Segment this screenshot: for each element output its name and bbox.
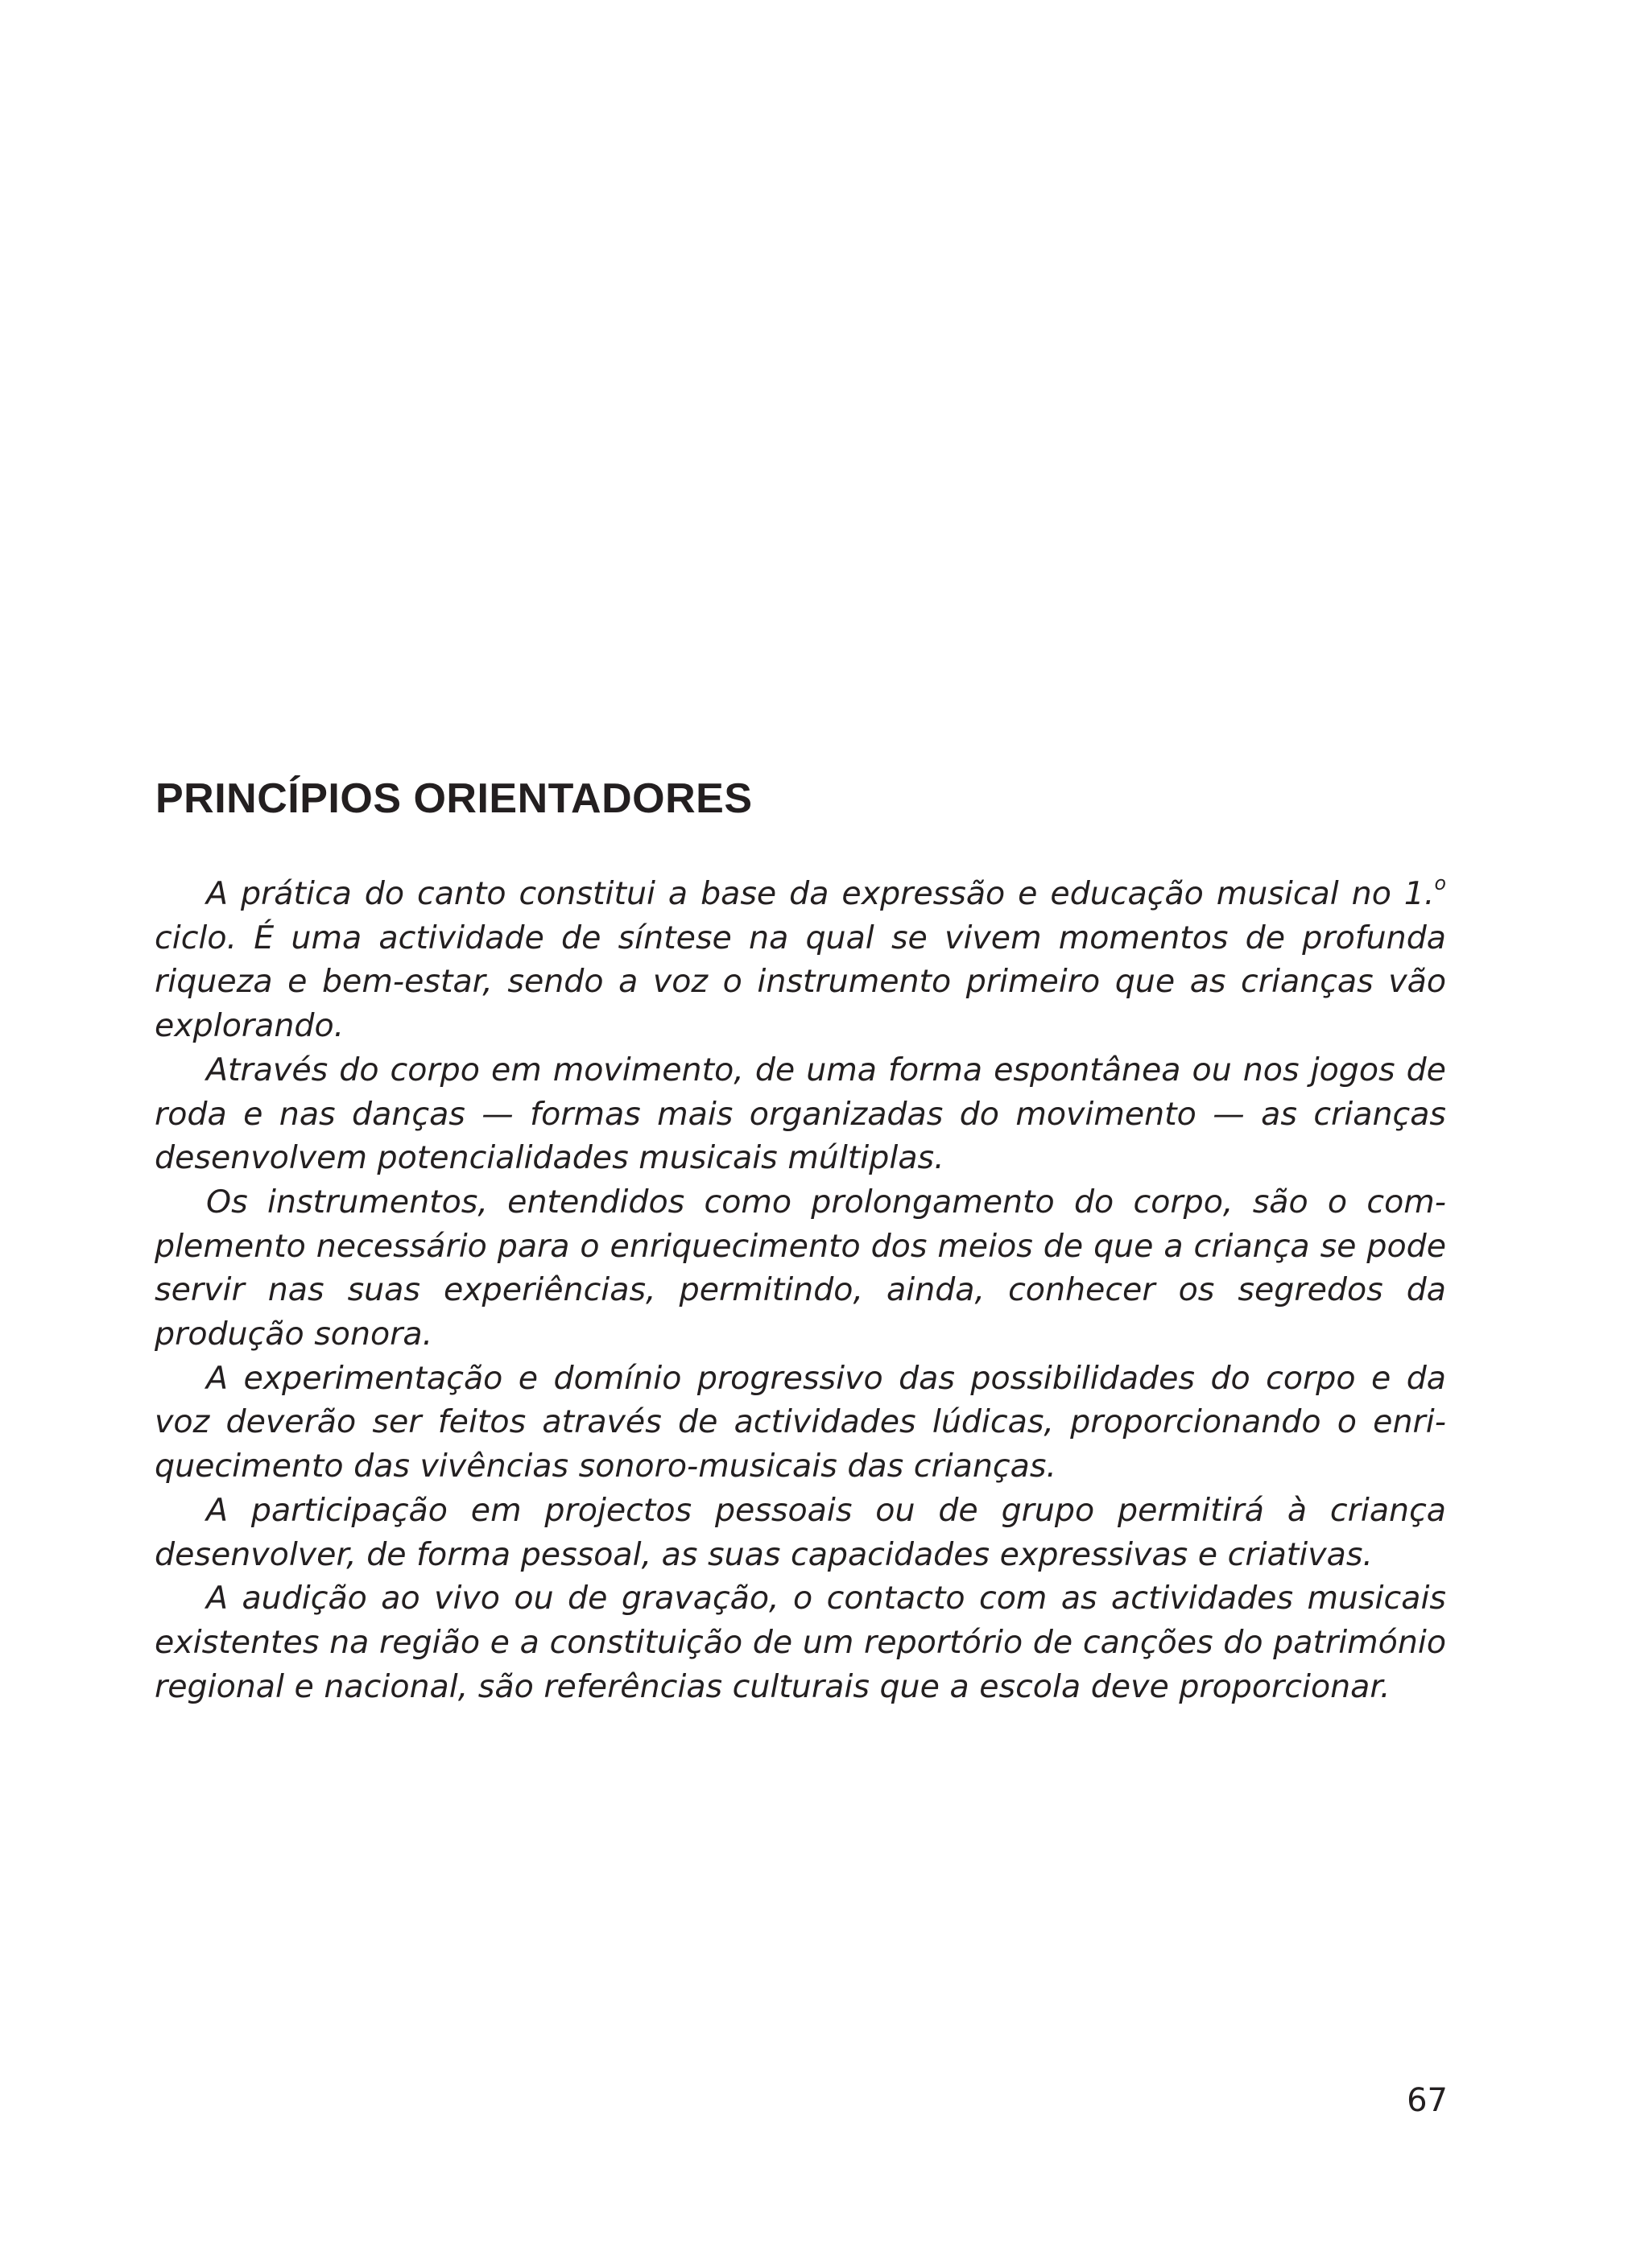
paragraph-text: A prática do canto constitui a base da expressão e educação musical no 1. bbox=[206, 875, 1435, 912]
paragraph-text: ciclo. É uma actividade de síntese na qual se vivem momentos de profunda riqueza e bem-estar, sendo a voz o instrumento primeiro que as crianças vão explorando. bbox=[155, 919, 1446, 1045]
paragraph-singing bbox=[155, 872, 1446, 1048]
page-number: 67 bbox=[1407, 2082, 1448, 2119]
paragraph-projects: A participação em projectos pessoais ou de grupo permitirá à criança desenvolver, de forma pessoal, as suas capacidades expressivas e criativas. bbox=[155, 1491, 1446, 1573]
paragraph-movement: Através do corpo em movimento, de uma forma espontânea ou nos jogos de roda e nas danças — formas mais organizadas do movimento — as crianças desenvolvem potencialidades musicais múltiplas. bbox=[155, 1051, 1446, 1177]
body-text bbox=[155, 872, 1446, 1708]
section-heading: PRINCÍPIOS ORIENTADORES bbox=[155, 775, 753, 822]
paragraph-experimentation: A experimentação e domínio progressivo das possibilidades do corpo e da voz deverão ser feitos através de actividades lúdicas, proporcionando o enriquecimento das vivências sonoro-musicais das crianças. bbox=[155, 1359, 1446, 1485]
paragraph-instruments: Os instrumentos, entendidos como prolongamento do corpo, são o complemento necessário para o enriquecimento dos meios de que a criança se pode servir nas suas experiências, permitindo, ainda, conhecer os segredos da produção sonora. bbox=[155, 1183, 1446, 1353]
ordinal-superscript: o bbox=[1434, 872, 1446, 895]
paragraph-listening: A audição ao vivo ou de gravação, o contacto com as actividades musicais existentes na região e a constituição de um reportório de canções do património regional e nacional, são referências culturais que a escola deve proporcionar. bbox=[155, 1580, 1446, 1705]
